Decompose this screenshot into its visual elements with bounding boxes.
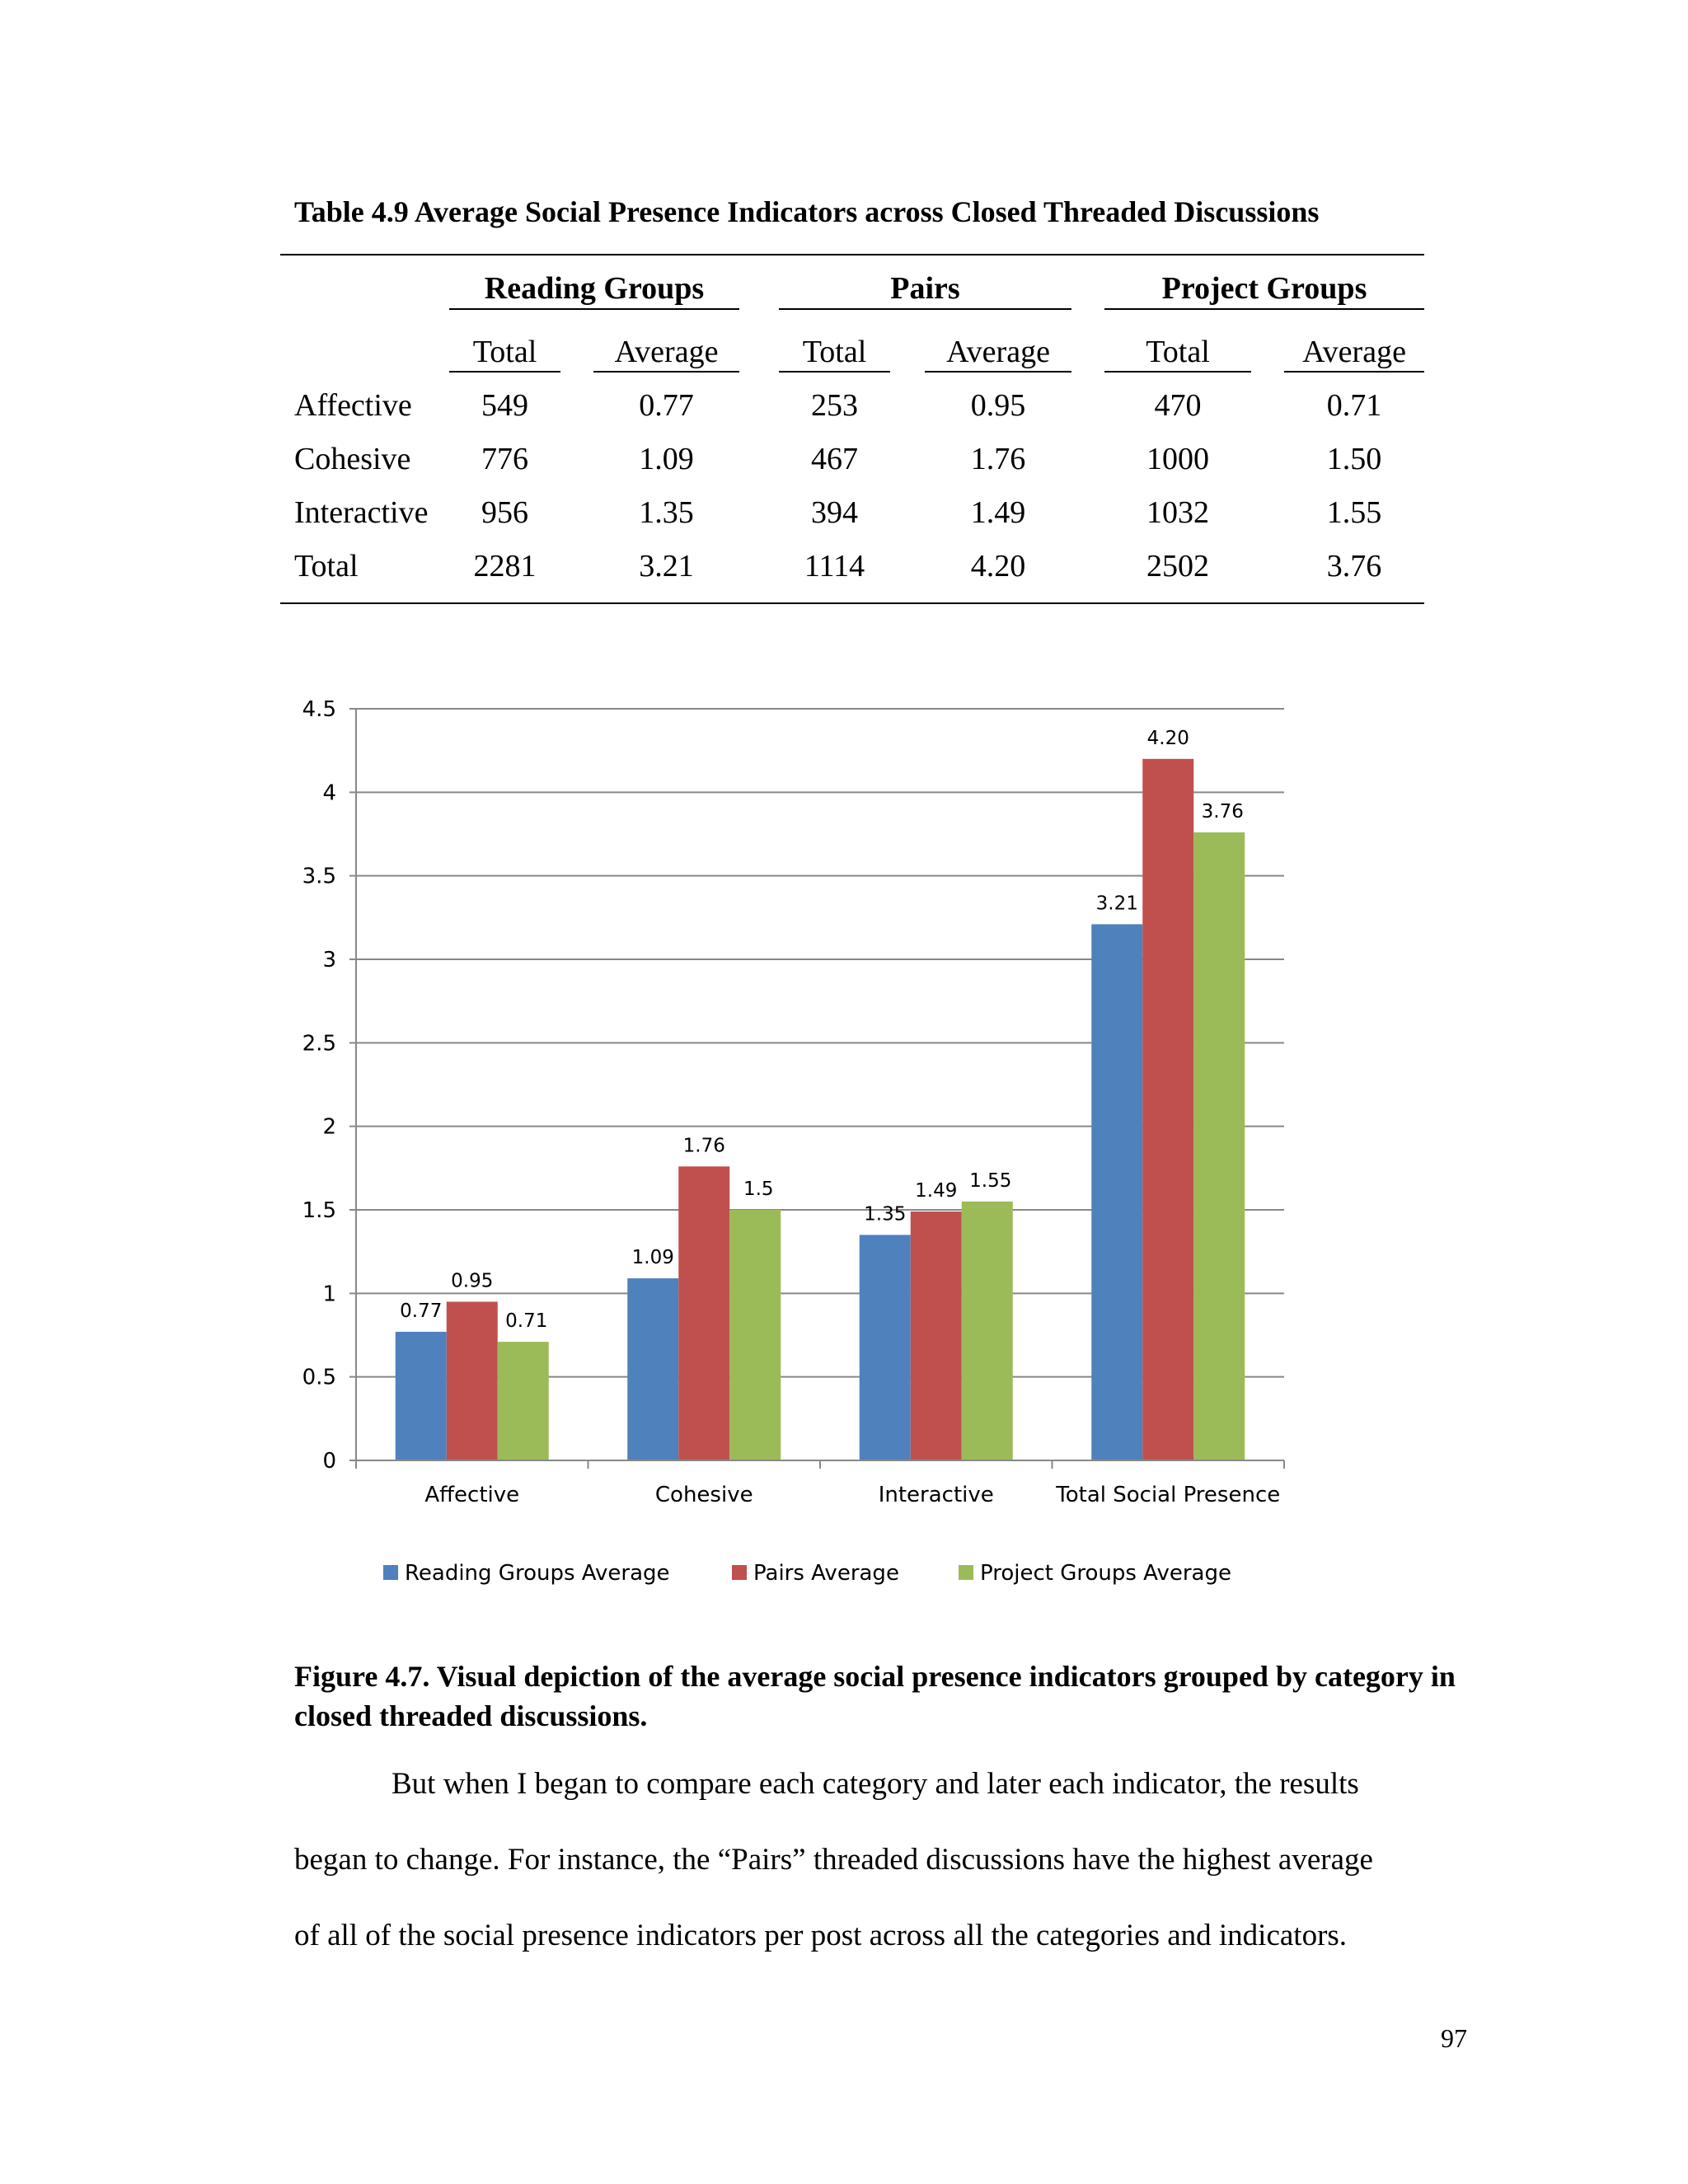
row-label-interactive: Interactive: [294, 495, 429, 530]
table-cell: 1032: [1146, 495, 1209, 530]
bar: [1142, 759, 1193, 1460]
row-label-total: Total: [294, 549, 359, 583]
bar: [860, 1235, 911, 1460]
group-header-reading-groups: Reading Groups: [484, 271, 705, 306]
bar: [1091, 924, 1142, 1460]
y-tick-label: 1.5: [302, 1198, 336, 1223]
data-label: 0.95: [451, 1270, 494, 1292]
subheader-project-average: Average: [1302, 335, 1406, 369]
x-tick-label: Total Social Presence: [1056, 1483, 1281, 1507]
legend-swatch: [959, 1565, 973, 1580]
body-line-1: But when I began to compare each category and later each indicator, the results: [392, 1767, 1359, 1801]
subheader-rule-5: [1104, 371, 1251, 373]
group-rule-reading-groups: [449, 308, 739, 310]
y-tick-label: 3.5: [302, 864, 336, 889]
table-cell: 253: [811, 388, 858, 423]
table-cell: 1.76: [970, 442, 1026, 476]
bar: [729, 1210, 781, 1460]
y-tick-label: 3: [322, 948, 336, 972]
data-label: 1.76: [682, 1135, 725, 1157]
bar: [627, 1278, 678, 1460]
table-cell: 776: [481, 442, 528, 476]
subheader-reading-average: Average: [614, 335, 719, 369]
group-rule-project-groups: [1104, 308, 1424, 310]
subheader-pairs-total: Total: [802, 335, 867, 369]
x-tick-label: Interactive: [878, 1483, 994, 1507]
table-cell: 0.77: [639, 388, 694, 423]
y-tick-label: 4: [322, 780, 336, 806]
subheader-rule-1: [449, 371, 560, 373]
bar: [396, 1332, 447, 1460]
table-cell: 1.35: [639, 495, 694, 530]
table-cell: 1.49: [970, 495, 1026, 530]
data-label: 3.21: [1095, 893, 1138, 915]
bar-chart: [280, 692, 1319, 1615]
table-cell: 2502: [1146, 549, 1209, 583]
data-label: 1.35: [864, 1203, 907, 1226]
bar: [678, 1166, 729, 1460]
table-cell: 1.55: [1326, 495, 1382, 530]
data-label: 4.20: [1146, 727, 1189, 749]
page-number: 97: [1441, 2023, 1467, 2053]
bar: [498, 1342, 549, 1460]
table-cell: 0.71: [1326, 388, 1382, 423]
data-label: 1.5: [743, 1179, 774, 1200]
group-header-pairs: Pairs: [890, 271, 960, 306]
subheader-project-total: Total: [1146, 335, 1210, 369]
chart-svg: [280, 692, 1319, 1615]
table-cell: 467: [811, 442, 858, 476]
y-tick-label: 2: [322, 1114, 336, 1140]
row-label-cohesive: Cohesive: [294, 442, 411, 476]
data-label: 0.77: [400, 1300, 443, 1322]
subheader-rule-3: [779, 371, 890, 373]
legend-label: Pairs Average: [753, 1561, 899, 1586]
data-label: 3.76: [1201, 800, 1244, 823]
legend-label: Project Groups Average: [980, 1561, 1231, 1586]
subheader-pairs-average: Average: [946, 335, 1050, 369]
bar: [911, 1212, 962, 1460]
data-label: 1.49: [915, 1180, 958, 1202]
x-tick-label: Affective: [424, 1483, 520, 1507]
body-line-2: began to change. For instance, the “Pairs” threaded discussions have the highest average: [294, 1843, 1373, 1877]
table-cell: 1.09: [639, 442, 694, 476]
subheader-rule-2: [593, 371, 739, 373]
y-tick-label: 2.5: [302, 1031, 336, 1057]
legend-swatch: [732, 1565, 747, 1580]
subheader-rule-4: [925, 371, 1071, 373]
table-title: Table 4.9 Average Social Presence Indicators across Closed Threaded Discussions: [294, 195, 1320, 228]
table-cell: 3.76: [1326, 549, 1382, 583]
y-tick-label: 0.5: [302, 1365, 336, 1390]
x-tick-label: Cohesive: [654, 1483, 753, 1507]
table-cell: 470: [1154, 388, 1202, 423]
table-cell: 549: [481, 388, 528, 423]
table-cell: 2281: [473, 549, 537, 583]
table-cell: 1.50: [1326, 442, 1382, 476]
table-cell: 3.21: [639, 549, 694, 583]
group-header-project-groups: Project Groups: [1161, 271, 1367, 306]
table-cell: 1000: [1146, 442, 1209, 476]
table-bottom-rule: [280, 602, 1424, 604]
bar: [1193, 832, 1245, 1460]
figure-caption: Figure 4.7. Visual depiction of the average social presence indicators grouped by category in closed threaded discussions.: [294, 1660, 1456, 1732]
table-cell: 394: [811, 495, 858, 530]
y-tick-label: 4.5: [302, 697, 336, 722]
data-label: 1.09: [631, 1247, 674, 1269]
y-tick-label: 0: [322, 1449, 336, 1474]
table-cell: 956: [481, 495, 528, 530]
table-cell: 4.20: [970, 549, 1026, 583]
bar: [447, 1301, 498, 1460]
table-cell: 1114: [804, 549, 865, 583]
row-label-affective: Affective: [294, 388, 412, 423]
bar: [962, 1202, 1013, 1460]
body-line-3: of all of the social presence indicators per post across all the categories and indicators.: [294, 1919, 1348, 1952]
data-label: 0.71: [505, 1310, 548, 1333]
legend-label: Reading Groups Average: [405, 1561, 670, 1586]
table-cell: 0.95: [970, 388, 1026, 423]
legend-swatch: [383, 1565, 398, 1580]
subheader-rule-6: [1284, 371, 1424, 373]
group-rule-pairs: [779, 308, 1071, 310]
subheader-reading-total: Total: [472, 335, 537, 369]
data-label: 1.55: [969, 1169, 1012, 1192]
table-top-rule: [280, 254, 1424, 255]
y-tick-label: 1: [322, 1282, 336, 1307]
